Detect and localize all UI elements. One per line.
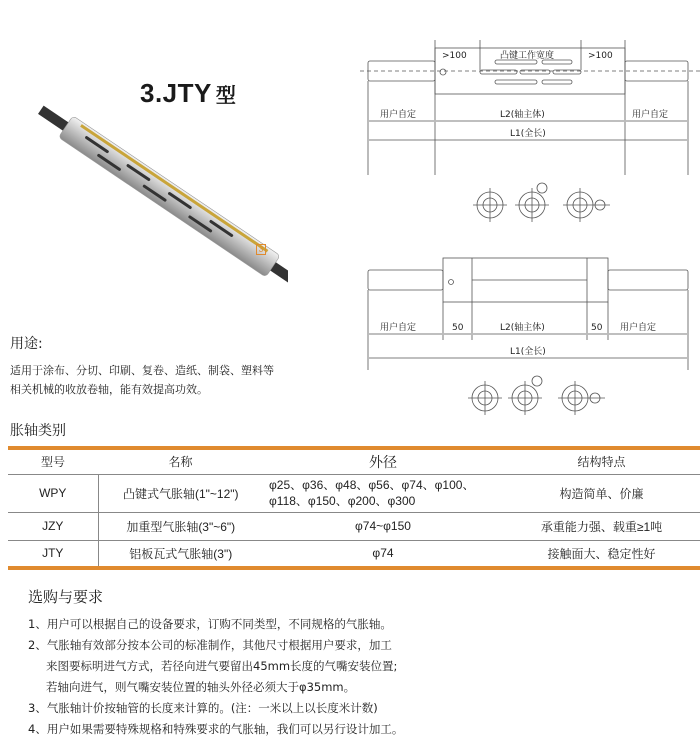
svg-text:用户自定: 用户自定: [380, 323, 417, 333]
svg-text:凸键工作宽度: 凸键工作宽度: [500, 51, 555, 61]
requirements-heading: 选购与要求: [28, 588, 104, 606]
svg-text:L1(全长): L1(全长): [510, 129, 546, 139]
product-title: 3.JTY 型: [140, 78, 237, 108]
svg-text:>100: >100: [588, 51, 613, 61]
usage-text: 适用于涂布、分切、印刷、复卷、造纸、制袋、塑料等 相关机械的收放卷轴，能有效提高功效。: [10, 364, 274, 396]
list-item: 4、用户如果需要特殊规格和特殊要求的气胀轴，我们可以另行设计加工。: [28, 722, 404, 736]
table-row: JZY 加重型气胀轴(3"~6") φ74~φ150 承重能力强、载重≥1吨: [8, 512, 700, 540]
svg-text:50: 50: [591, 323, 603, 333]
categories-heading: 胀轴类别: [10, 423, 66, 439]
shaft-photo: [28, 90, 288, 290]
list-item: 3、气胀轴计价按轴管的长度来计算的。(注：一米以上以长度米计数): [28, 701, 378, 715]
list-item: 来图要标明进气方式，若径向进气要留出45mm长度的气嘴安装位置;: [46, 659, 398, 673]
svg-text:L1(全长): L1(全长): [510, 347, 546, 357]
usage-heading: 用途:: [10, 336, 43, 352]
svg-text:>100: >100: [442, 51, 467, 61]
svg-text:用户自定: 用户自定: [620, 323, 657, 333]
categories-table: [8, 446, 700, 570]
technical-diagram: [360, 40, 700, 420]
svg-text:用户自定: 用户自定: [632, 110, 669, 120]
svg-text:用户自定: 用户自定: [380, 110, 417, 120]
list-item: 1、用户可以根据自己的设备要求，订购不同类型，不同规格的气胀轴。: [28, 617, 392, 631]
list-item: 2、气胀轴有效部分按本公司的标准制作，其他尺寸根据用户要求，加工: [28, 638, 392, 652]
list-item: 若轴向进气，则气嘴安装位置的轴头外径必须大于φ35mm。: [46, 680, 356, 694]
photo-index-badge: 3: [256, 244, 266, 255]
svg-text:L2(轴主体): L2(轴主体): [500, 110, 545, 120]
table-row: WPY 凸键式气胀轴(1"~12") φ25、φ36、φ48、φ56、φ74、φ100、 φ118、φ150、φ200、φ300 构造简单、价廉: [8, 474, 700, 512]
svg-text:50: 50: [452, 323, 464, 333]
table-row: JTY 铝板瓦式气胀轴(3") φ74 接触面大、稳定性好: [8, 540, 700, 568]
table-header: 型号 名称 外径 结构特点: [8, 448, 700, 474]
requirements-list: [28, 614, 468, 740]
svg-text:L2(轴主体): L2(轴主体): [500, 323, 545, 333]
